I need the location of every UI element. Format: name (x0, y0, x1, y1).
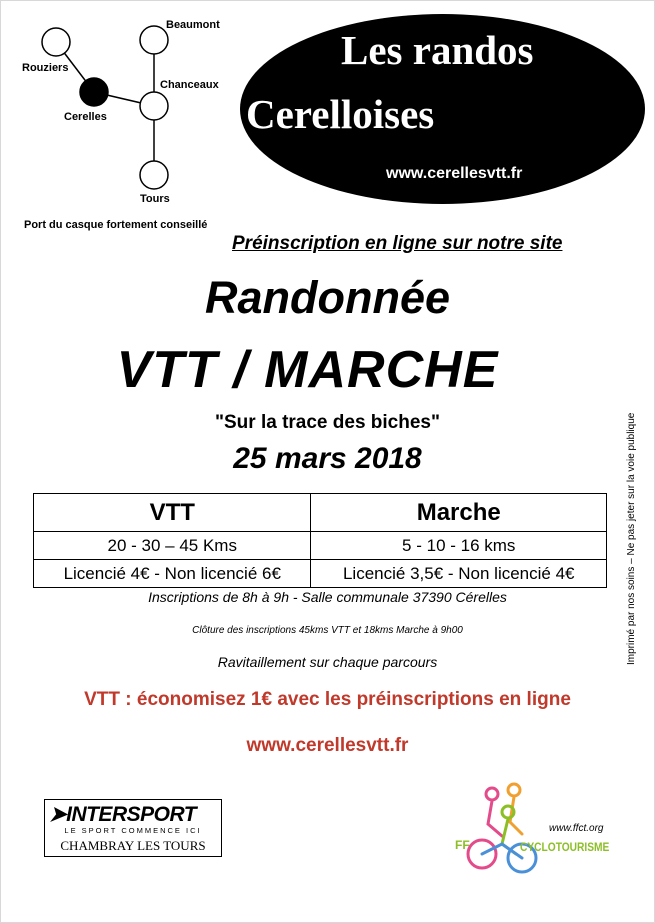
intersport-slogan: LE SPORT COMMENCE ICI (64, 826, 202, 835)
intersport-logo (44, 799, 222, 857)
ffct-ff: FF (455, 838, 470, 852)
event-date: 25 mars 2018 (233, 442, 422, 475)
map-node-chanceaux (140, 92, 168, 120)
table-row (34, 560, 607, 588)
marche-distances: 5 - 10 - 16 kms (311, 532, 607, 560)
helmet-notice: Port du casque fortement conseillé (24, 219, 208, 231)
map-label-tours: Tours (140, 193, 170, 205)
table-row (34, 532, 607, 560)
event-title-line2: VTT / MARCHE (116, 341, 499, 399)
registration-info: Inscriptions de 8h à 9h - Salle communale 37390 Cérelles (148, 589, 507, 605)
intersport-brand (49, 802, 196, 827)
price-table (33, 493, 607, 588)
preregistration-notice: Préinscription en ligne sur notre site (232, 233, 563, 254)
intersport-arrow-icon: ➤ (49, 803, 67, 826)
map-node-beaumont (140, 26, 168, 54)
print-notice: Imprimé par nos soins – Ne pas jeter sur la voie publique (626, 412, 637, 665)
map-label-beaumont: Beaumont (166, 19, 220, 31)
map-label-chanceaux: Chanceaux (160, 79, 219, 91)
column-header-marche: Marche (311, 494, 607, 532)
map-node-tours (140, 161, 168, 189)
map-node-cerelles (80, 78, 108, 106)
closing-info: Clôture des inscriptions 45kms VTT et 18kms Marche à 9h00 (192, 625, 463, 636)
intersport-city: CHAMBRAY LES TOURS (60, 838, 206, 853)
footer-website[interactable]: www.cerellesvtt.fr (246, 735, 409, 756)
club-website[interactable]: www.cerellesvtt.fr (386, 165, 523, 182)
map-label-rouziers: Rouziers (22, 62, 69, 74)
club-title-line2: Cerelloises (246, 91, 435, 137)
vtt-distances: 20 - 30 – 45 Kms (34, 532, 311, 560)
ffct-name: CYCLOTOURISME (520, 840, 610, 854)
column-header-vtt: VTT (34, 494, 311, 532)
table-header-row (34, 494, 607, 532)
supply-info: Ravitaillement sur chaque parcours (217, 654, 438, 670)
intersport-brand-text: INTERSPORT (66, 803, 197, 826)
ffct-website[interactable]: www.ffct.org (549, 823, 604, 834)
vtt-prices: Licencié 4€ - Non licencié 6€ (34, 560, 311, 588)
map-node-rouziers (42, 28, 70, 56)
event-title-line1: Randonnée (204, 272, 451, 323)
route-map (0, 0, 240, 220)
marche-prices: Licencié 3,5€ - Non licencié 4€ (311, 560, 607, 588)
club-title-line1: Les randos (341, 27, 534, 73)
promo-text: VTT : économisez 1€ avec les préinscriptions en ligne (84, 689, 571, 710)
map-label-cerelles: Cerelles (64, 111, 107, 123)
event-tagline: "Sur la trace des biches" (214, 412, 440, 433)
